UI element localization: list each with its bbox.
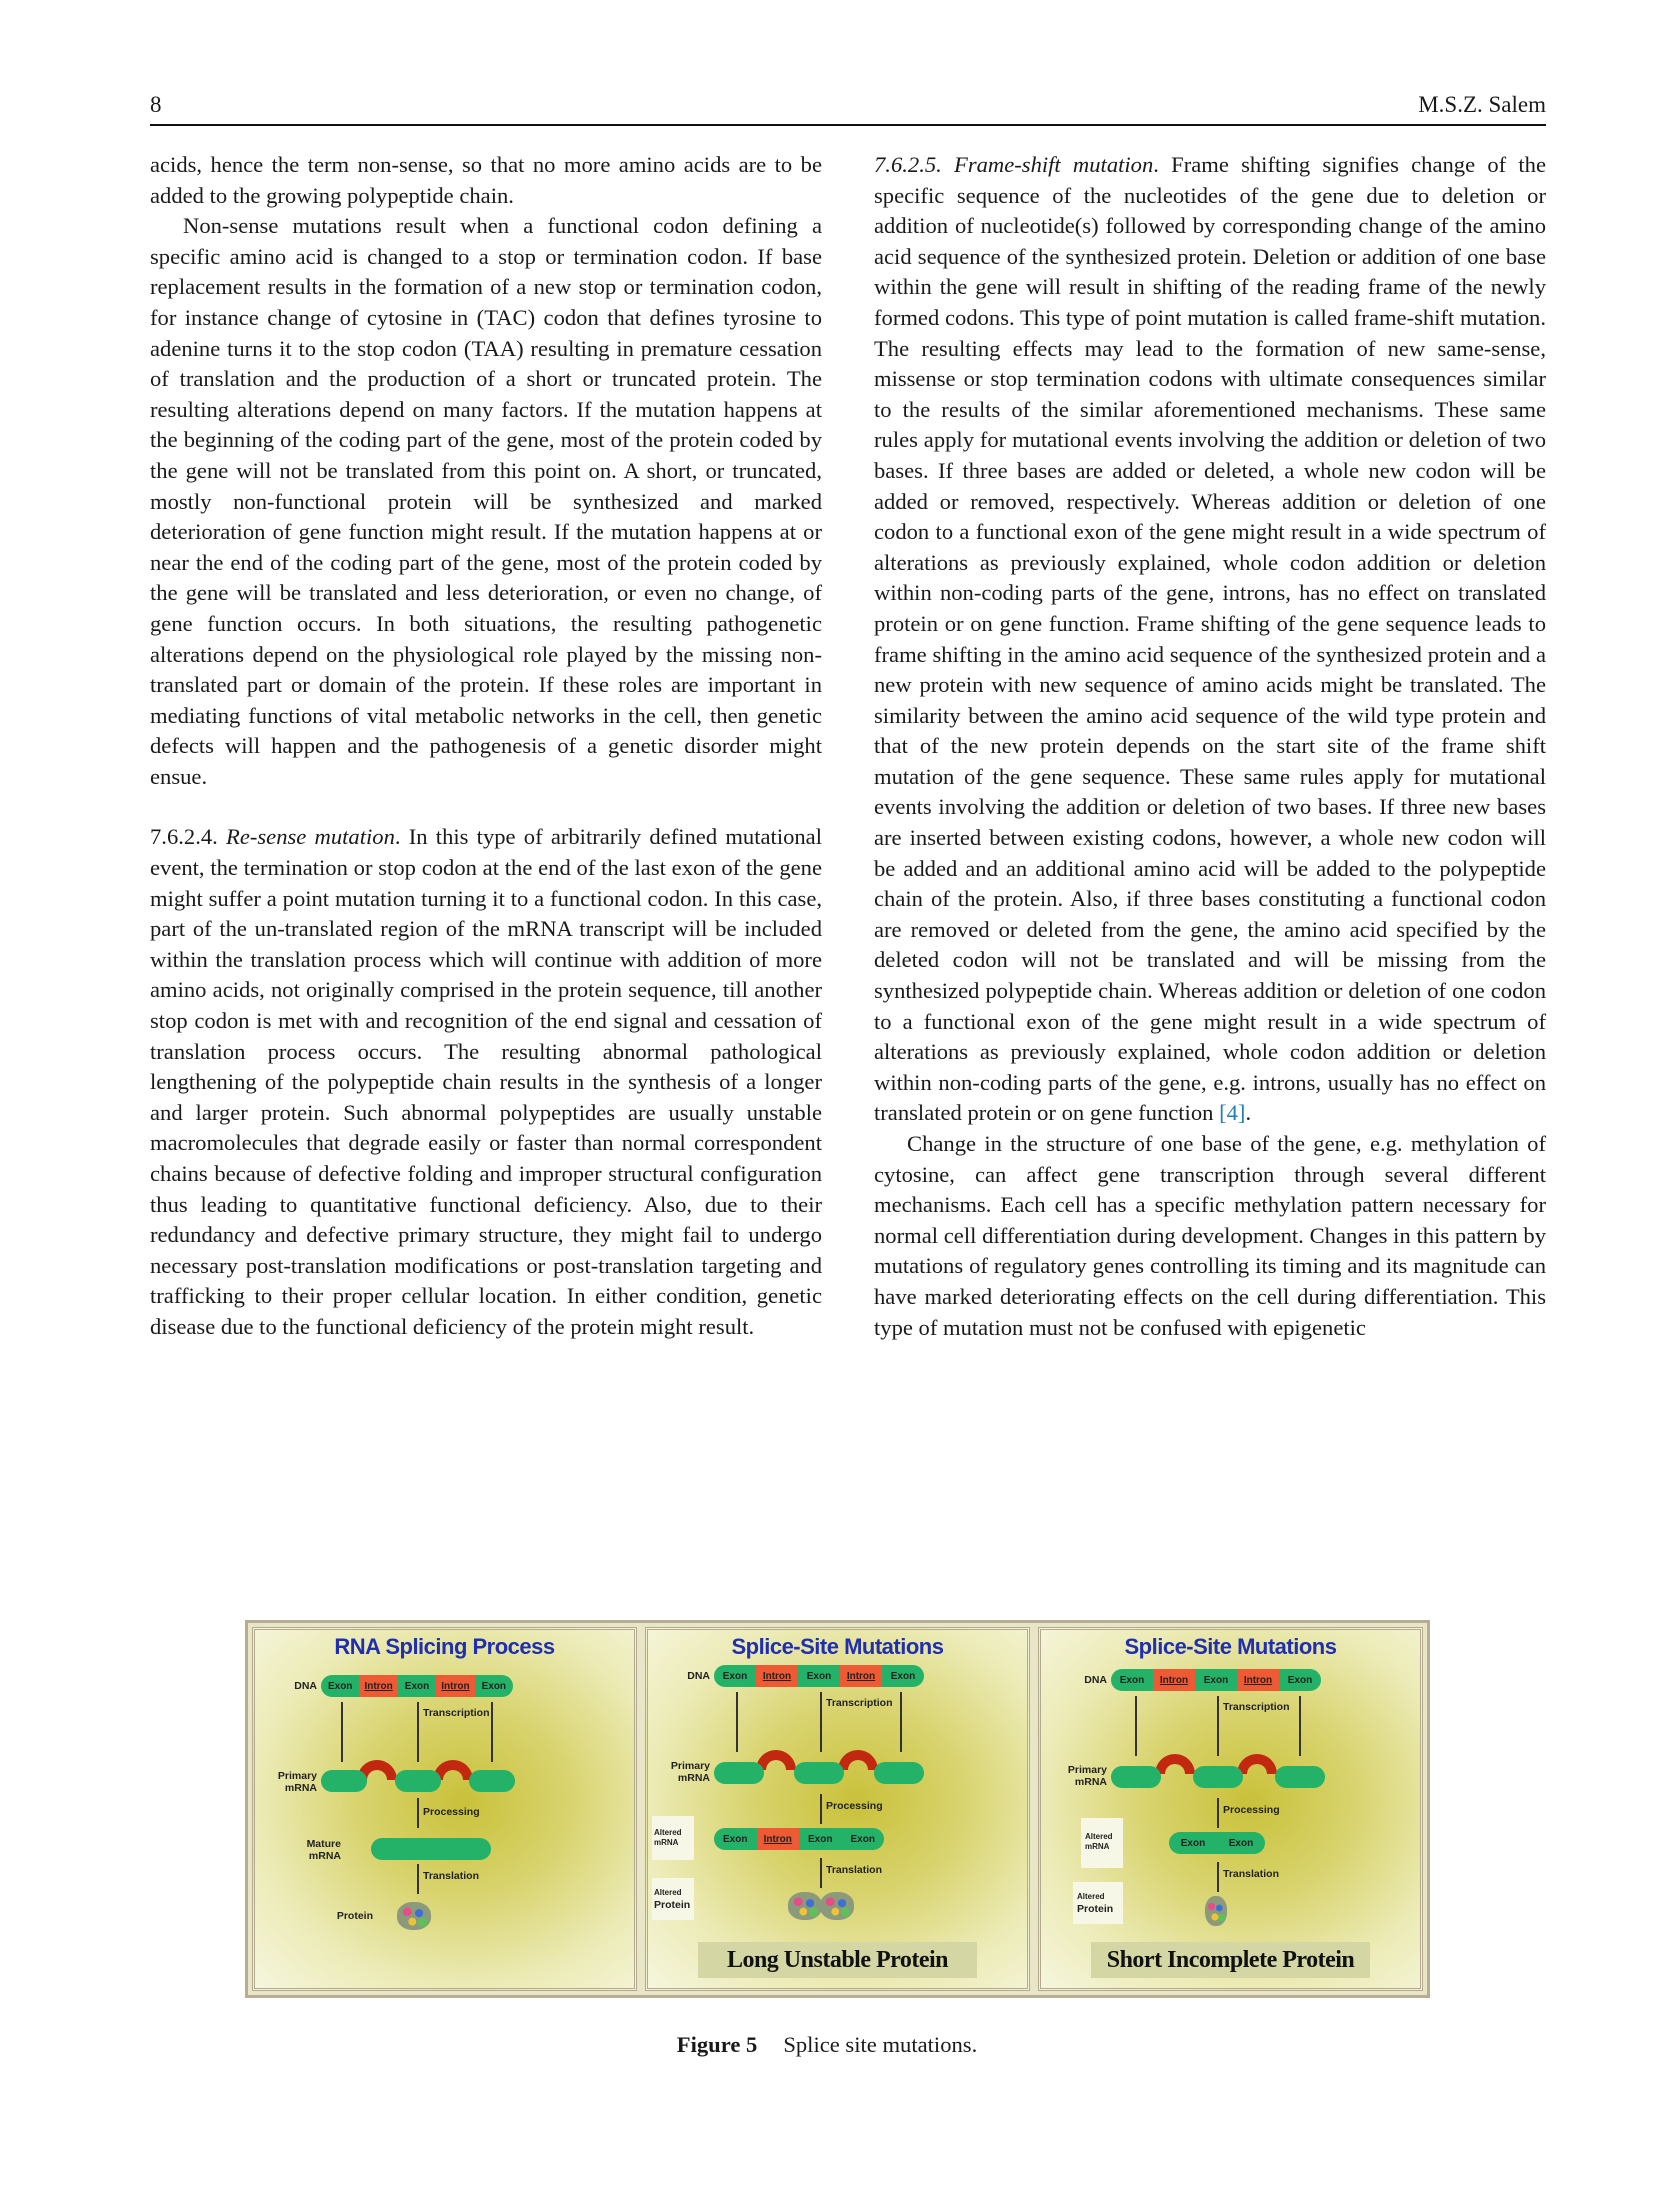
running-author: M.S.Z. Salem: [1418, 92, 1546, 117]
protein-icon: [1205, 1896, 1227, 1926]
dna-strand: Exon Intron Exon Intron Exon: [321, 1675, 513, 1697]
panel-title: Splice-Site Mutations: [731, 1634, 944, 1659]
panel-title: Splice-Site Mutations: [1124, 1634, 1337, 1659]
panel-title: RNA Splicing Process: [334, 1634, 555, 1659]
spliced-intron-icon: [1235, 1740, 1279, 1776]
figure-label: Figure 5: [676, 2032, 758, 2057]
altered-mrna-strand: Exon Intron Exon Exon: [714, 1828, 884, 1850]
dna-strand: Exon Intron Exon Intron Exon: [1111, 1669, 1321, 1691]
mature-mrna: [371, 1838, 491, 1860]
left-column: [150, 150, 822, 1343]
right-column: [874, 150, 1546, 1343]
paragraph: 7.6.2.5. Frame-shift mutation. Frame shifting signifies change of the specific sequence of the nucleotides of the gene due to deletion or addition of nucleotide(s) followed by corresponding change of the amino acid sequence of the synthesized protein. Deletion or addition of one base within the gene will result in shifting of the reading frame of the newly formed codons. This type of point mutation is called frame-shift mutation. The resulting effects may lead to the formation of new same-sense, missense or stop termination codons with ultimate consequences similar to the results of the similar aforementioned mechanisms. These same rules apply for mutational events involving the addition or deletion of two bases. If three bases are added or deleted, a whole new codon will be added or removed, respectively. Whereas addition or deletion of one codon to a functional exon of the gene might result in a wide spectrum of alterations as previously explained, whole codon addition or deletion within non-coding parts of the gene, introns, has no effect on translated protein or on gene function. Frame shifting of the gene sequence leads to frame shifting in the amino acid sequence of the synthesized protein and a new protein with new sequence of amino acids might be translated. The similarity between the amino acid sequence of the wild type protein and that of the new protein depends on the start site of the frame shift mutation of the gene sequence. These same rules apply for mutational events involving the addition or deletion of two bases. If three new bases are inserted between existing codons, however, a whole new codon will be added and an additional amino acid will be added to the polypeptide chain of the protein. Also, if three bases constituting a functional codon are removed or deleted from the gene, the amino acid specified by the deleted codon will not be translated and will be missing from the synthesized polypeptide chain. Whereas addition or deletion of one codon to a functional exon of the gene might result in a wide spectrum of alterations as previously explained, whole codon addition or deletion within non-coding parts of the gene, e.g. introns, usually has no effect on translated protein or on gene function [4].: [874, 152, 1546, 1126]
dna-label: DNA: [294, 1680, 317, 1692]
protein-icon: [397, 1902, 431, 1930]
protein-icon: [788, 1892, 822, 1920]
section-number: 7.6.2.4.: [150, 824, 218, 850]
spliced-intron-icon: [836, 1736, 880, 1772]
result-banner: Short Incomplete Protein: [1091, 1942, 1370, 1978]
paragraph: 7.6.2.4. Re-sense mutation. In this type of arbitrarily defined mutational event, the termination or stop codon at the end of the last exon of the gene might suffer a point mutation turning it to a functional codon. In this case, part of the un-translated region of the mRNA transcript will be included within the translation process which will continue with addition of more amino acids, not originally comprised in the protein sequence, till another stop codon is met with and recognition of the end signal and cessation of translation process occurs. The resulting abnormal pathological lengthening of the polypeptide chain results in the synthesis of a longer and larger protein. Such abnormal polypeptides are usually unstable macromolecules that degrade easily or faster than normal correspondent chains because of defective folding and improper structural configuration thus leading to quantitative functional deficiency. Also, due to their redundancy and defective primary structure, they might fail to undergo necessary post-translation modifications or post-translation targeting and trafficking to their proper cellular location. In either condition, genetic disease due to the functional deficiency of the protein might result.: [150, 824, 822, 1339]
paragraph: acids, hence the term non-sense, so that no more amino acids are to be added to the growing polypeptide chain.: [150, 152, 822, 208]
paragraph: Change in the structure of one base of the gene, e.g. methylation of cytosine, can affect gene transcription through several different mechanisms. Each cell has a specific methylation pattern necessary for normal cell differentiation during development. Changes in this pattern by mutations of regulatory genes controlling its timing and its magnitude can have marked deteriorating effects on the cell during differentiation. This type of mutation must not be confused with epigenetic: [874, 1131, 1546, 1340]
section-title: Re-sense mutation: [226, 824, 395, 850]
caption-text: Splice site mutations.: [783, 2032, 978, 2057]
altered-mrna-strand: Exon Exon: [1169, 1832, 1265, 1854]
panel-short-incomplete: Splice-Site Mutations DNA Exon Intron Exon Intron Exon Transcription Primary mRNA Processing Altered mRNA Exon Exon Translation Altered Protein Short Incomplete Protein: [1038, 1627, 1423, 1991]
paragraph: Non-sense mutations result when a functional codon defining a specific amino acid is changed to a stop or termination codon. If base replacement results in the formation of a new stop or termination codon, for instance change of cytosine in (TAC) codon that defines tyrosine to adenine turns it to the stop codon (TAA) resulting in premature cessation of translation and the production of a short or truncated protein. The resulting alterations depend on many factors. If the mutation happens at the beginning of the coding part of the gene, most of the protein coded by the gene will not be translated from this point on. A short, or truncated, mostly non-functional protein will be synthesized and marked deterioration of gene function might result. If the mutation happens at or near the end of the coding part of the gene, most of the protein coded by the gene will be translated and less deterioration, or even no change, of gene function occurs. In both situations, the resulting pathogenetic alterations depend on the physiological role played by the missing non-translated part or domain of the protein. If these roles are important in mediating functions of vital metabolic networks in the cell, then genetic defects will happen and the pathogenesis of a genetic disorder might ensue.: [150, 213, 822, 789]
spliced-intron-icon: [1153, 1740, 1197, 1776]
panel-long-unstable: Splice-Site Mutations DNA Exon Intron Exon Intron Exon Transcription Primary mRNA Processing Altered mRNA Exon Intron Exon Exon Translation Altered Protein Long Unstable Protein: [645, 1627, 1030, 1991]
section-number: 7.6.2.5.: [874, 152, 942, 177]
result-banner: Long Unstable Protein: [698, 1942, 977, 1978]
panel-rna-splicing: RNA Splicing Process DNA Exon Intron Exon Intron Exon Transcription Primary mRNA Processing Mature mRNA Translation Protein: [252, 1627, 637, 1991]
figure-5: [245, 1620, 1430, 1998]
section-title: Frame-shift mutation: [954, 152, 1154, 177]
dna-strand: Exon Intron Exon Intron Exon: [714, 1665, 924, 1687]
protein-icon: [820, 1892, 854, 1920]
running-head: [150, 88, 1546, 126]
page-number: 8: [150, 92, 162, 117]
citation-link[interactable]: [4]: [1219, 1100, 1246, 1126]
figure-caption: [0, 2032, 1654, 2058]
